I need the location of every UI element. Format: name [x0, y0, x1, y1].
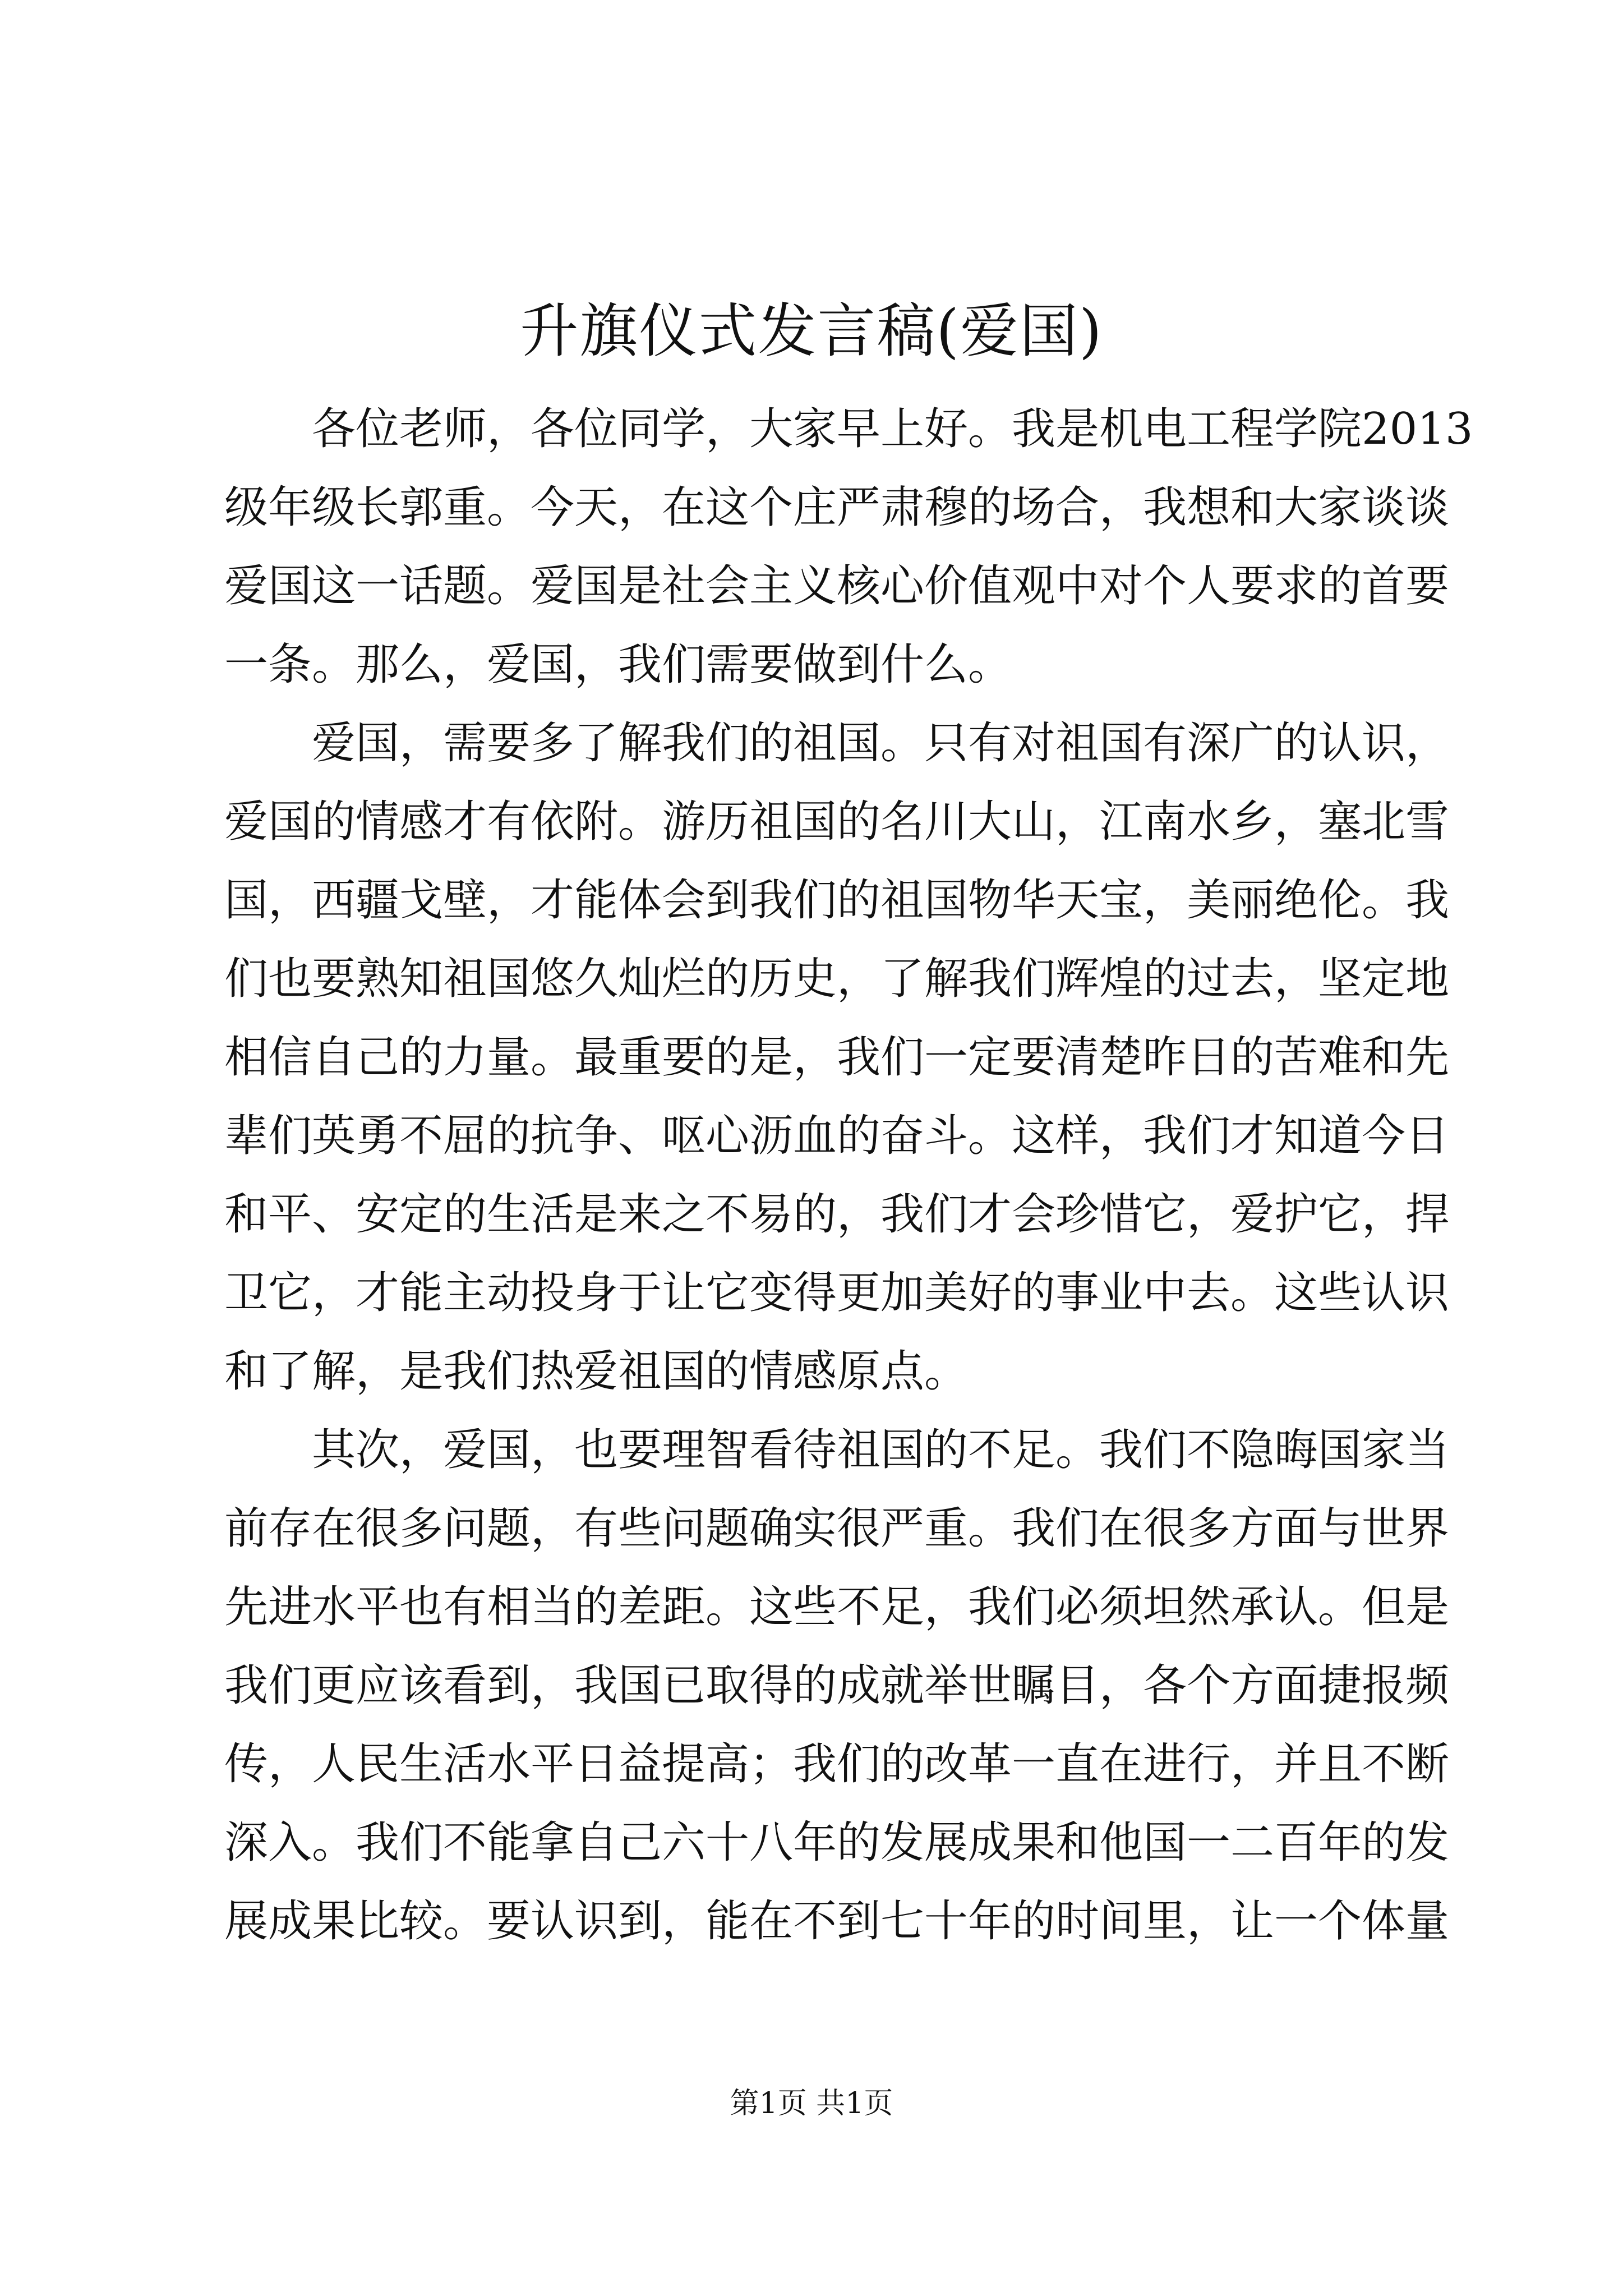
text-line: 其次，爱国，也要理智看待祖国的不足。我们不隐晦国家当	[224, 1425, 1450, 1475]
text-line: 和平、安定的生活是来之不易的，我们才会珍惜它，爱护它，捍	[224, 1189, 1450, 1240]
text-line: 各位老师，各位同学，大家早上好。我是机电工程学院2013	[224, 404, 1473, 454]
text-line: 和了解，是我们热爱祖国的情感原点。	[224, 1346, 969, 1397]
text-line: 我们更应该看到，我国已取得的成就举世瞩目，各个方面捷报频	[224, 1660, 1450, 1711]
text-line: 级年级长郭重。今天，在这个庄严肃穆的场合，我想和大家谈谈	[224, 482, 1450, 533]
text-line: 深入。我们不能拿自己六十八年的发展成果和他国一二百年的发	[224, 1818, 1450, 1868]
text-line: 爱国的情感才有依附。游历祖国的名川大山，江南水乡，塞北雪	[224, 797, 1450, 847]
text-line: 一条。那么，爱国，我们需要做到什么。	[224, 639, 1012, 690]
text-line: 们也要熟知祖国悠久灿烂的历史，了解我们辉煌的过去，坚定地	[224, 954, 1450, 1004]
text-line: 展成果比较。要认识到，能在不到七十年的时间里，让一个体量	[224, 1896, 1450, 1947]
text-line: 先进水平也有相当的差距。这些不足，我们必须坦然承认。但是	[224, 1582, 1450, 1632]
text-line: 相信自己的力量。最重要的是，我们一定要清楚昨日的苦难和先	[224, 1032, 1450, 1083]
text-line: 爱国，需要多了解我们的祖国。只有对祖国有深广的认识，	[224, 718, 1450, 769]
text-line: 辈们英勇不屈的抗争、呕心沥血的奋斗。这样，我们才知道今日	[224, 1111, 1450, 1161]
text-line: 国，西疆戈壁，才能体会到我们的祖国物华天宝，美丽绝伦。我	[224, 875, 1450, 926]
document-title: 升旗仪式发言稿(爱国)	[520, 297, 1103, 365]
text-line: 前存在很多问题，有些问题确实很严重。我们在很多方面与世界	[224, 1503, 1450, 1554]
text-line: 卫它，才能主动投身于让它变得更加美好的事业中去。这些认识	[224, 1268, 1450, 1318]
text-line: 爱国这一话题。爱国是社会主义核心价值观中对个人要求的首要	[224, 561, 1450, 611]
text-line: 传，人民生活水平日益提高；我们的改革一直在进行，并且不断	[224, 1739, 1450, 1789]
page-footer: 第1页 共1页	[730, 2087, 893, 2120]
